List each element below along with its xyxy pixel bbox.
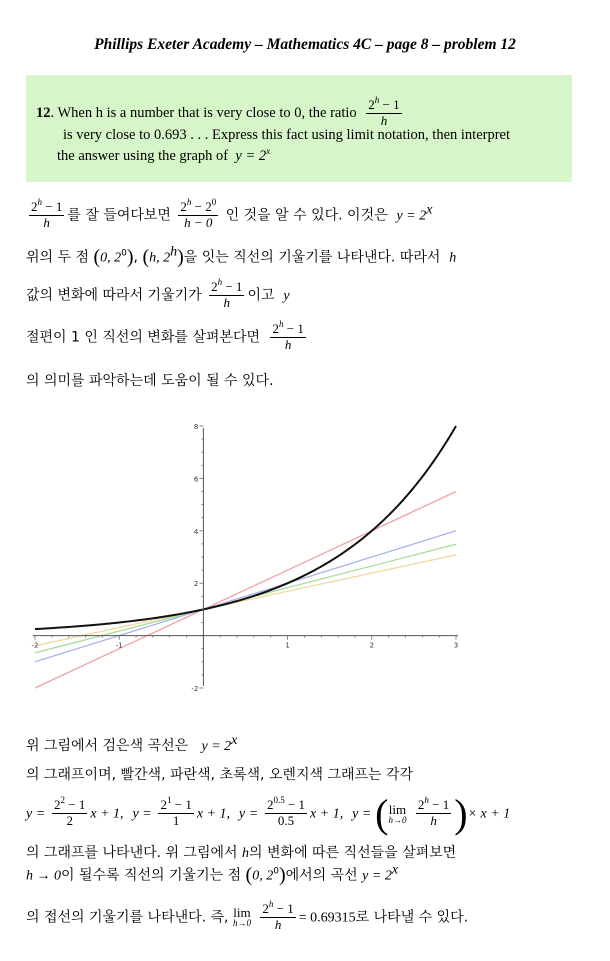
y-tick-label-1: 2 [193, 580, 199, 589]
problem-text-1: . When h is a number that is very close to 0, the ratio [50, 104, 357, 121]
line-eq-orange: $\frac{2^h - 1}{h}$ [417, 795, 450, 828]
problem-number: 12 [36, 104, 51, 121]
x-tick-label-2: 1 [285, 641, 290, 650]
problem-line-2: is very close to 0.693 . . . Express this fact using limit notation, then interpret [63, 127, 511, 143]
text-line-3: 값의 변화에 따라서 기울기가 $\frac{2^h - 1}{h}$ 이고 y [26, 277, 290, 310]
ratio-fraction-2: $\frac{2^h - 2^0}{h - 0}$ [180, 197, 217, 230]
ratio-fraction-3: $\frac{2^h - 1}{h}$ [211, 277, 243, 310]
line-eq-green: $\frac{2^{0.5} - 1}{0.5}$ [266, 795, 306, 828]
y-tick-label-2: 4 [193, 527, 199, 536]
exponential-graph [20, 410, 470, 700]
caption-line-2: 의 그래프이며, 빨간색, 파란색, 초록색, 오렌지색 그래프는 각각 [26, 767, 414, 783]
x-tick-label-3: 2 [369, 641, 375, 650]
problem-box [26, 75, 572, 182]
ratio-fraction: $\frac{2^h - 1}{h}$ [368, 95, 400, 128]
x-tick-label-0: -2 [31, 641, 39, 650]
caption-line-6: 의 접선의 기울기를 나타낸다. 즉, lim h→0 $\frac{2^h - 1}{h}$ = 0.69315로 나타낼 수 있다. [26, 899, 469, 932]
limit-operator-2: lim h→0 [232, 905, 251, 929]
line-eq-red: $\frac{2^2 - 1}{2}$ [54, 795, 86, 828]
ratio-fraction-4: $\frac{2^h - 1}{h}$ [272, 319, 304, 352]
x-tick-label-1: -1 [115, 641, 123, 650]
y-tick-label-3: 6 [193, 475, 199, 484]
x-tick-label-4: 3 [453, 641, 459, 650]
caption-line-1: 위 그림에서 검은색 곡선은 $y = 2^x$ [26, 733, 238, 754]
y-tick-label-0: -2 [191, 685, 199, 693]
text-line-2: 위의 두 점 (0, $2^0$), (h, 2$^h$)을 잇는 직선의 기울기를 나타낸다. 따라서 h [26, 244, 457, 268]
page-header: Phillips Exeter Academy – Mathematics 4C – page 8 – problem 12 [94, 36, 516, 53]
caption-line-4: 의 그래프를 나타낸다. 위 그림에서 h의 변화에 따른 직선들을 살펴보면 [26, 845, 457, 861]
problem-line-3: the answer using the graph of $y = 2^x$ [57, 146, 271, 164]
problem-line-1 [36, 95, 405, 129]
series-line-2 [35, 531, 459, 662]
limit-fraction: $\frac{2^h - 1}{h}$ [262, 899, 294, 932]
text-line-1: $\frac{2^h - 1}{h}$ 를 잘 들여다보면 $\frac{2^h - 2^0}{h - 0}$ 인 것을 알 수 있다. 이것은 $y = 2^x$ [31, 197, 433, 230]
ratio-fraction-1: $\frac{2^h - 1}{h}$ [31, 197, 63, 230]
caption-line-5: h → 0이 될수록 직선의 기울기는 점 (0, $2^0$)에서의 곡선 $y = 2^x$ [26, 862, 399, 886]
series-curve-exp [35, 426, 456, 629]
line-eq-blue: $\frac{2^1 - 1}{1}$ [160, 795, 192, 828]
series-line-4 [35, 555, 456, 646]
limit-operator: lim h→0 [388, 801, 407, 825]
y-tick-label-4: 8 [193, 423, 199, 431]
caption-line-3: y = $\frac{2^2 - 1}{2}$ x + 1, y = $\frac{2^1 - 1}{1}$ x + 1, y = $\frac{2^{0.5} - 1}{0.5}$ x + 1, y = ( lim h→0 $\frac{2^h - 1}{h}$ )× x + 1 [26, 791, 511, 836]
series-line-1 [35, 492, 459, 689]
text-line-5: 의 의미를 파악하는데 도움이 될 수 있다. [26, 373, 274, 389]
text-line-4: 절편이 1 인 직선의 변화를 살펴본다면 $\frac{2^h - 1}{h}$ [26, 319, 304, 352]
